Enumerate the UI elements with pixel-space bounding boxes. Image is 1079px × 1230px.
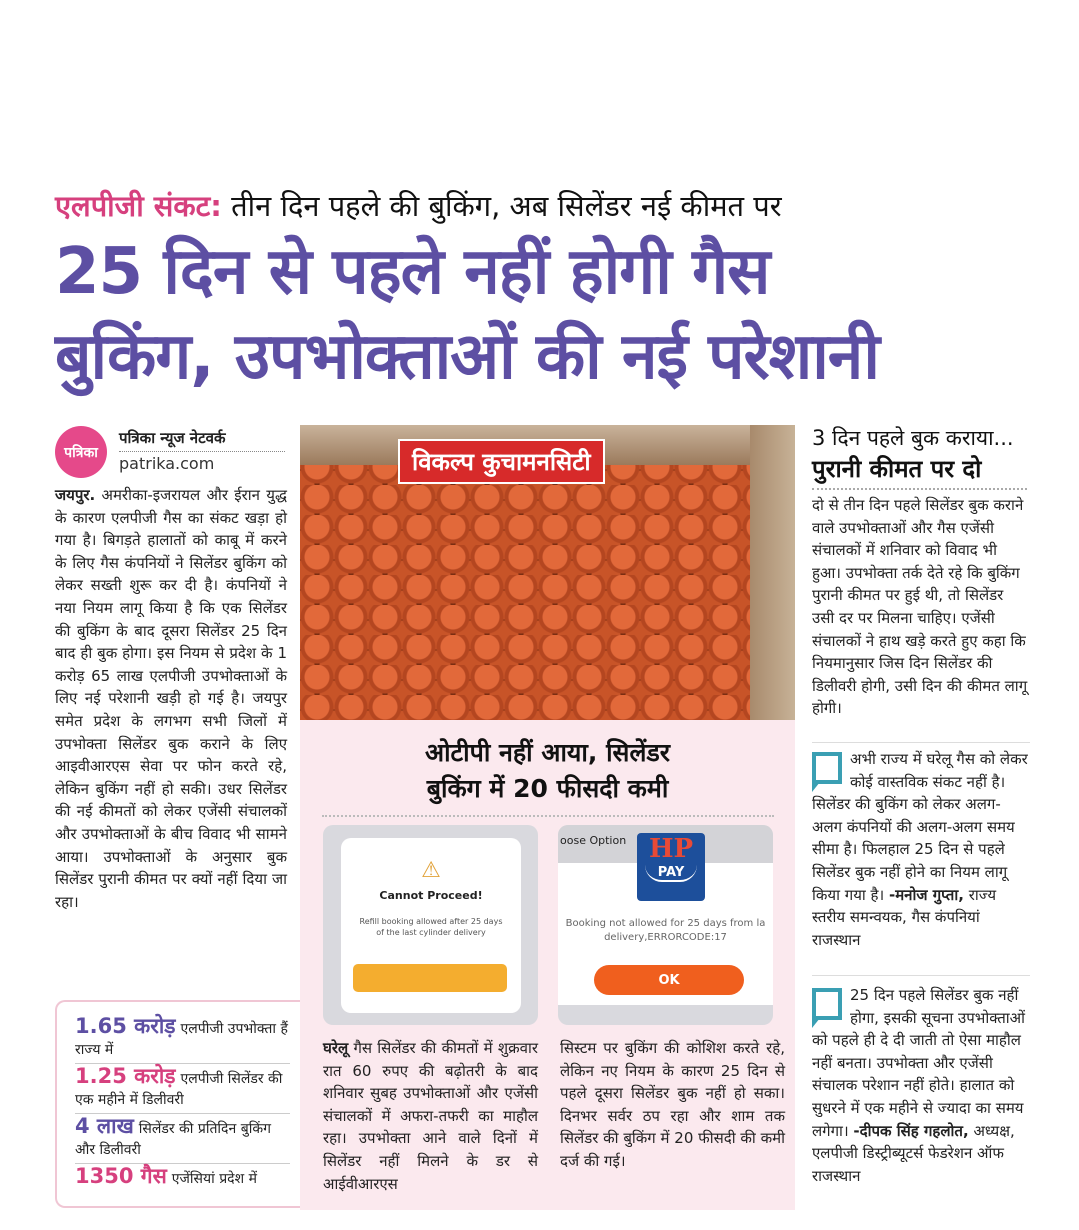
quote-text: 25 दिन पहले सिलेंडर बुक नहीं होगा, इसकी सूचना उपभोक्ताओं को पहले ही दे दी जाती तो ऐसा माहौल नहीं बनता। उपभोक्ता और एजेंसी संचालक परेशान नहीं होते। हालात को सुधरने में एक महीने से ज्यादा का समय लगेगा। [812,986,1026,1140]
byline-network: पत्रिका न्यूज नेटवर्क [119,428,285,452]
hp-pay-logo [637,833,705,901]
divider [812,975,1030,976]
choose-option-header: oose Option [558,825,773,863]
ok-button: OK [594,965,744,995]
middle-heading [300,735,795,807]
stat-item [75,1014,290,1064]
warning-icon: ⚠ [421,858,441,883]
patrika-logo: पत्रिका [55,426,107,478]
screenshot-cannot-proceed [323,825,538,1025]
dialog-button [353,964,507,992]
screenshot-hp-pay [558,825,773,1025]
error-message: Booking not allowed for 25 days from la delivery,ERRORCODE:17 [565,918,766,943]
right-subheading: 3 दिन पहले बुक कराया... [812,426,1014,450]
quote-role: राज्य स्तरीय समन्वयक, गैस कंपनियां राजस्थान [812,885,997,949]
middle-col1-text: गैस सिलेंडर की कीमतों में शुक्रवार रात 60 रुपए की बढ़ोतरी के बाद शनिवार सुबह उपभोक्ताओं और एजेंसी संचालकों में अफरा-तफरी का माहौल रहा। उपभोक्ता आने वाले दिनों में सिलेंडर नहीं मिलने के डर से आईवीआरएस [323,1039,538,1193]
stat-number: 1350 गैस [75,1164,167,1188]
stat-text: एलपीजी सिलेंडर की एक महीने में डिलीवरी [75,1071,283,1108]
lead-body: अमरीका-इजरायल और ईरान युद्ध के कारण एलपीजी गैस का संकट खड़ा हो गया है। बिगड़ते हालातों को काबू में करने के लिए गैस कंपनियों ने सिलेंडर बुकिंग को लेकर सख्ती शुरू कर दी है। कंपनियों ने नया नियम लागू किया है कि एक सिलेंडर की बुकिंग के बाद दूसरा सिलेंडर 25 दिन बाद ही बुक होगा। इस नियम से प्रदेश के 1 करोड़ 65 लाख एलपीजी उपभोक्ताओं के लिए नई परेशानी खड़ी हो गई है। जयपुर समेत प्रदेश के लगभग सभी जिलों में उपभोक्ता सिलेंडर बुक कराने के लिए आइवीआरएस सेवा पर फोन करते रहे, लेकिन बुकिंग नहीं हो सकी। उधर सिलेंडर की नई कीमतों को लेकर एजेंसी संचालकों और उपभोक्ताओं के बीच विवाद भी सामने आया। उपभोक्ताओं के अनुसार बुक सिलेंडर पुरानी कीमत पर क्यों नहीं दिया जा रहा। [55,486,287,911]
stat-number: 1.25 करोड़ [75,1064,176,1088]
quote-manoj-gupta [812,748,1030,951]
lead-word: घरेलू [323,1039,349,1057]
divider [322,815,774,817]
headline-line-2: बुकिंग, उपभोक्ताओं की नई परेशानी [55,320,879,394]
middle-column-1 [323,1037,538,1195]
warehouse-wall [750,425,795,720]
stat-item [75,1114,290,1164]
logo-hp: HP [648,834,694,864]
headline-line-1: 25 दिन से पहले नहीं होगी गैस [55,235,770,309]
quote-author: -दीपक सिंह गहलोत, [853,1121,969,1140]
quote-author: -मनोज गुप्ता, [888,885,964,904]
quote-deepak-singh-gehlot [812,984,1030,1187]
stat-item [75,1064,290,1114]
stat-number: 4 लाख [75,1114,134,1138]
middle-column-2: सिस्टम पर बुकिंग की कोशिश करते रहे, लेकिन नए नियम के कारण 25 दिन से पहले दूसरा सिलेंडर बुक नहीं हो सका। दिनभर सर्वर ठप रहा और शाम तक सिलेंडर की बुकिंग में 20 फीसदी की कमी दर्ज की गई। [560,1039,785,1170]
photo-credit-label: विकल्प कुचामनसिटी [398,439,605,484]
byline-site: patrika.com [119,454,215,473]
middle-heading-line-1: ओटीपी नहीं आया, सिलेंडर [424,738,670,767]
dialog-message: Refill booking allowed after 25 days of the last cylinder delivery [359,917,503,937]
stat-number: 1.65 करोड़ [75,1014,176,1038]
quote-role: अध्यक्ष, एलपीजी डिस्ट्रीब्यूटर्स फेडरेशन ऑफ राजस्थान [812,1121,1015,1185]
stat-text: सिलेंडर की प्रतिदिन बुकिंग और डिलीवरी [75,1121,271,1158]
lead-article [55,484,287,913]
kicker-label: एलपीजी संकट: [55,189,222,223]
middle-heading-line-2: बुकिंग में 20 फीसदी कमी [426,774,669,803]
stats-box [55,1000,302,1208]
logo-pay: PAY [645,865,697,882]
kicker-text: तीन दिन पहले की बुकिंग, अब सिलेंडर नई कीमत पर [221,189,782,223]
byline [55,426,285,478]
dialog-title: Cannot Proceed! [379,889,483,902]
kicker [55,186,782,225]
divider [812,488,1027,490]
stat-item [75,1164,290,1192]
divider [812,742,1030,743]
stat-text: एजेंसियां प्रदेश में [171,1171,257,1187]
quote-icon [812,752,842,784]
right-body: दो से तीन दिन पहले सिलेंडर बुक कराने वाले उपभोक्ताओं और गैस एजेंसी संचालकों में शनिवार को विवाद भी हुआ। उपभोक्ता तर्क देते रहे कि बुकिंग पुरानी कीमत पर हुई थी, तो सिलेंडर उसी दर पर मिलना चाहिए। एजेंसी संचालकों ने हाथ खड़े करते हुए कहा कि नियमानुसार जिस दिन सिलेंडर की डिलीवरी होगी, उसी दिन की कीमत लागू होगी। [812,496,1028,718]
dateline: जयपुर. [55,486,96,504]
cylinder-photo [300,425,795,720]
quote-icon [812,988,842,1020]
right-heading: पुरानी कीमत पर दो [812,455,982,483]
quote-text: अभी राज्य में घरेलू गैस को लेकर कोई वास्तविक संकट नहीं है। सिलेंडर की बुकिंग को लेकर अलग-अलग कंपनियों की अलग-अलग समय सीमा है। फिलहाल 25 दिन से पहले सिलेंडर बुक नहीं होने का नियम लागू किया गया है। [812,750,1028,904]
error-dialog [341,838,521,1013]
stat-text: एलपीजी उपभोक्ता हैं राज्य में [75,1021,288,1058]
